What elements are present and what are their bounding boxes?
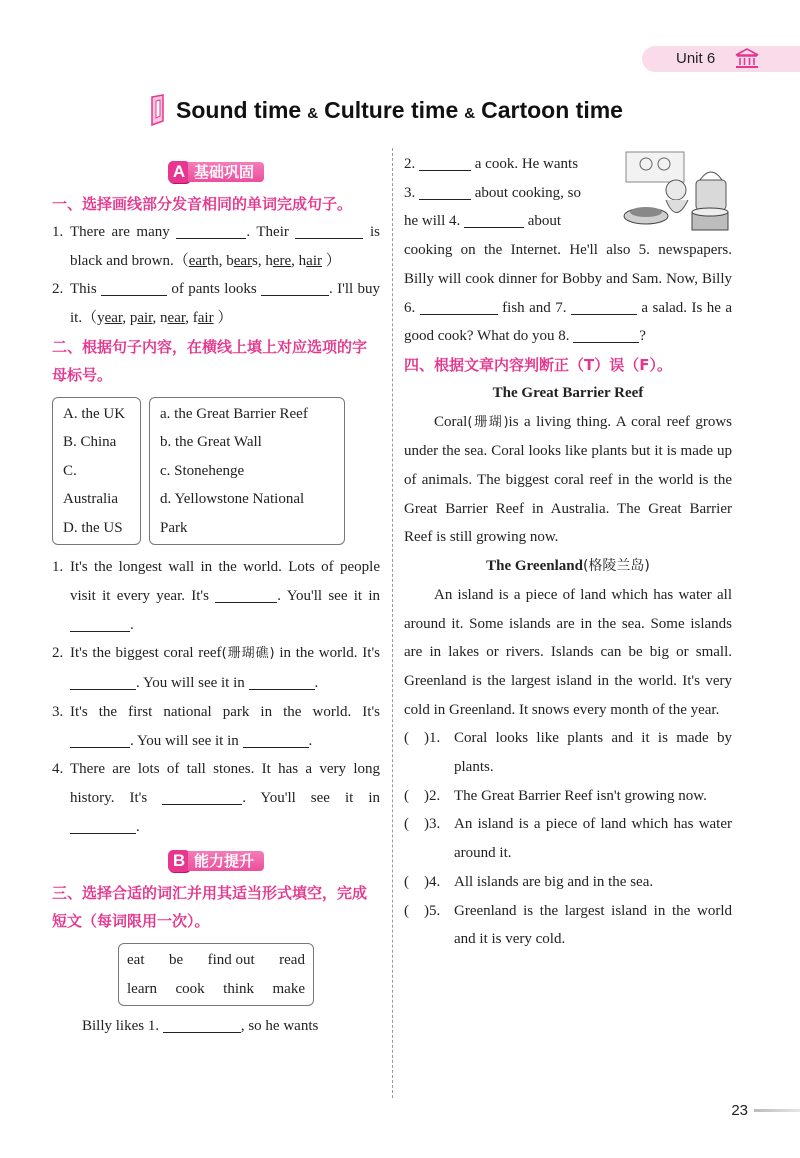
answer-blank[interactable] xyxy=(573,325,639,343)
unit-tab xyxy=(642,46,800,72)
answer-blank[interactable] xyxy=(70,614,130,632)
q1-item-1: 1. There are many . Their is black and brown.（earth, bears, here, hair ） xyxy=(52,218,380,275)
q4-heading: 四、根据文章内容判断正（T）误（F）。 xyxy=(404,355,672,374)
tf-item-1[interactable]: ( )1. Coral looks like plants and it is made by plants. xyxy=(404,730,732,776)
answer-blank[interactable] xyxy=(419,153,471,171)
answer-blank[interactable] xyxy=(295,221,363,239)
book-icon xyxy=(148,94,168,126)
q2-item-3: 3. It's the first national park in the world. It's . You will see it in . xyxy=(52,703,380,749)
page-title: Sound time & Culture time & Cartoon time xyxy=(176,96,623,123)
section-a-badge: A 基础巩固 xyxy=(52,156,380,190)
left-column xyxy=(52,156,380,1041)
tf-item-2[interactable]: ( )2. The Great Barrier Reef isn't growing now. xyxy=(404,787,707,804)
section-b-badge: B 能力提升 xyxy=(52,845,380,879)
answer-blank[interactable] xyxy=(215,585,277,603)
q1-item-2: 2. This of pants looks . I'll buy it.（year, pair, near, fair ） xyxy=(52,275,380,332)
passage-1: Coral(珊瑚)is a living thing. A coral reef grows under the sea. Coral looks like plants but it is made up of animals. The biggest coral reef in the world is the Great Barrier Reef in Australia. The Great Barrier Reef is still growing now. xyxy=(404,413,732,546)
title-row xyxy=(148,92,623,128)
tf-item-3[interactable]: ( )3. An island is a piece of land which has water around it. xyxy=(404,816,732,862)
answer-blank[interactable] xyxy=(163,1015,241,1033)
story-start: Billy likes 1. , so he wants xyxy=(52,1012,380,1041)
tf-item-4[interactable]: ( )4. All islands are big and in the sea. xyxy=(404,873,654,890)
answer-blank[interactable] xyxy=(70,672,136,690)
answer-blank[interactable] xyxy=(70,816,136,834)
story-rest: cooking on the Internet. He'll also 5. newspapers. Billy will cook dinner for Bobby and Sam. Now, Billy 6. fish and 7. a salad. Is he a good cook? What do you 8. ? xyxy=(404,242,733,345)
country-options: A. the UK B. China C. Australia D. the US xyxy=(52,397,141,546)
answer-blank[interactable] xyxy=(261,278,329,296)
right-column xyxy=(404,150,732,954)
unit-label: Unit 6 xyxy=(676,50,716,67)
q2-heading: 二、根据句子内容，在横线上填上对应选项的字母标号。 xyxy=(52,337,368,384)
building-icon xyxy=(734,48,760,70)
match-boxes xyxy=(52,397,380,546)
story-continued: 2. a cook. He wants 3. about cooking, so he will 4. about xyxy=(404,150,732,236)
answer-blank[interactable] xyxy=(243,730,309,748)
answer-blank[interactable] xyxy=(571,297,637,315)
answer-blank[interactable] xyxy=(70,730,130,748)
answer-blank[interactable] xyxy=(464,210,524,228)
q2-item-2: 2. It's the biggest coral reef(珊瑚礁) in the world. It's . You will see it in . xyxy=(52,645,380,692)
passage-2: An island is a piece of land which has water all around it. Some islands are in the sea. Some islands are in lakes or rivers. Islands can be big or small. Greenland is the largest island in the world. It's very cold in Greenland. It snows every month of the year. xyxy=(404,586,732,718)
q2-item-1: 1. It's the longest wall in the world. Lots of people visit it every year. It's . You'll see it in . xyxy=(52,559,381,633)
answer-blank[interactable] xyxy=(249,672,315,690)
q2-item-4: 4. There are lots of tall stones. It has a very long history. It's . You'll see it in . xyxy=(52,761,381,835)
q1-heading: 一、选择画线部分发音相同的单词完成句子。 xyxy=(52,195,353,213)
page-number-dash xyxy=(754,1109,800,1112)
answer-blank[interactable] xyxy=(101,278,167,296)
word-bank: eat be find out read learn cook think make xyxy=(118,943,314,1006)
answer-blank[interactable] xyxy=(420,297,498,315)
answer-blank[interactable] xyxy=(162,787,242,805)
q3-heading: 三、选择合适的词汇并用其适当形式填空，完成短文（每词限用一次）。 xyxy=(52,884,368,931)
passage-2-title: The Greenland(格陵兰岛) xyxy=(486,558,650,575)
answer-blank[interactable] xyxy=(419,182,471,200)
answer-blank[interactable] xyxy=(176,221,246,239)
column-divider xyxy=(392,148,393,1098)
tf-item-5[interactable]: ( )5. Greenland is the largest island in the world and it is very cold. xyxy=(404,902,732,948)
passage-1-title: The Great Barrier Reef xyxy=(492,384,644,401)
place-options: a. the Great Barrier Reef b. the Great Wall c. Stonehenge d. Yellowstone National Park xyxy=(149,397,345,546)
page-number: 23 xyxy=(731,1102,748,1119)
